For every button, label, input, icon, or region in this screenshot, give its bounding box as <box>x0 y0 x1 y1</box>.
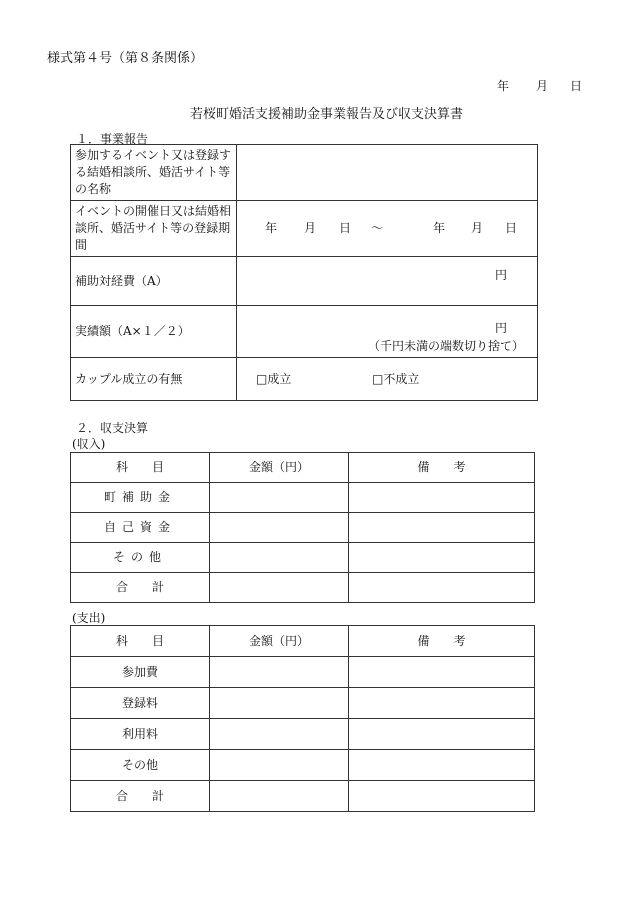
form-number: 様式第４号（第８条関係） <box>47 51 204 66</box>
table-row <box>71 483 535 513</box>
event-name-label: 参加するイベント又は登録する結婚相談所、婚活サイト等の名称 <box>71 145 237 201</box>
remarks-cell <box>349 543 535 573</box>
table-row <box>71 719 535 750</box>
table-row <box>71 257 538 306</box>
expense-caption: (支出) <box>72 611 106 625</box>
income-header-subject: 科 目 <box>71 453 210 483</box>
table-row <box>71 781 535 812</box>
income-row-other: その他 <box>71 543 210 573</box>
couple-no-checkbox[interactable]: □不成立 <box>372 372 420 386</box>
remarks-cell <box>349 657 535 688</box>
actual-note: （千円未満の端数切り捨て） <box>368 339 525 353</box>
income-caption: (収入) <box>72 437 106 451</box>
expense-row-usage: 利用料 <box>71 719 210 750</box>
amount-cell <box>210 719 349 750</box>
period-label: イベントの開催日又は結婚相談所、婚活サイト等の登録期間 <box>71 201 237 257</box>
amount-cell <box>210 483 349 513</box>
amount-cell <box>210 750 349 781</box>
income-row-total: 合 計 <box>71 573 210 603</box>
expense-row-participation: 参加費 <box>71 657 210 688</box>
period-month2: 月 <box>471 221 484 235</box>
page-title: 若桜町婚活支援補助金事業報告及び収支決算書 <box>190 107 464 122</box>
period-year1: 年 <box>265 221 278 235</box>
expense-label: 補助対経費（A） <box>71 257 237 306</box>
table-row <box>71 201 538 257</box>
expense-row-total: 合 計 <box>71 781 210 812</box>
table-row <box>71 688 535 719</box>
expense-cell <box>237 257 538 306</box>
amount-cell <box>210 657 349 688</box>
period-day2: 日 <box>505 221 518 235</box>
expense-header-subject: 科 目 <box>71 626 210 657</box>
section1-heading: １．事業報告 <box>76 132 149 146</box>
income-row-own-funds: 自己資金 <box>71 513 210 543</box>
event-name-cell <box>237 145 538 201</box>
period-month1: 月 <box>304 221 317 235</box>
remarks-cell <box>349 750 535 781</box>
table-header-row <box>71 626 535 657</box>
table-row <box>71 657 535 688</box>
remarks-cell <box>349 483 535 513</box>
income-header-amount: 金額（円） <box>210 453 349 483</box>
expense-header-amount: 金額（円） <box>210 626 349 657</box>
table-row <box>71 358 538 401</box>
remarks-cell <box>349 573 535 603</box>
period-cell <box>237 201 538 257</box>
date-day: 日 <box>570 79 583 93</box>
expense-unit: 円 <box>495 268 508 282</box>
table-row <box>71 513 535 543</box>
table-header-row <box>71 453 535 483</box>
amount-cell <box>210 688 349 719</box>
remarks-cell <box>349 781 535 812</box>
income-row-subsidy: 町補助金 <box>71 483 210 513</box>
table-row <box>71 306 538 358</box>
amount-cell <box>210 543 349 573</box>
period-tilde: ～ <box>371 221 384 235</box>
remarks-cell <box>349 688 535 719</box>
business-report-table <box>70 144 538 401</box>
amount-cell <box>210 573 349 603</box>
remarks-cell <box>349 513 535 543</box>
expense-row-other: その他 <box>71 750 210 781</box>
couple-label: カップル成立の有無 <box>71 358 237 401</box>
amount-cell <box>210 781 349 812</box>
couple-cell <box>237 358 538 401</box>
couple-yes-checkbox[interactable]: □成立 <box>256 372 292 386</box>
table-row <box>71 750 535 781</box>
date-year: 年 <box>497 79 510 93</box>
expense-row-registration: 登録料 <box>71 688 210 719</box>
date-month: 月 <box>536 79 549 93</box>
actual-cell <box>237 306 538 358</box>
table-row <box>71 543 535 573</box>
table-row <box>71 145 538 201</box>
period-day1: 日 <box>339 221 352 235</box>
table-row <box>71 573 535 603</box>
period-year2: 年 <box>433 221 446 235</box>
actual-label: 実績額（A×１／２） <box>71 306 237 358</box>
expense-table <box>70 625 535 812</box>
income-header-remarks: 備 考 <box>349 453 535 483</box>
remarks-cell <box>349 719 535 750</box>
section2-heading: ２．収支決算 <box>76 421 149 435</box>
expense-header-remarks: 備 考 <box>349 626 535 657</box>
income-table <box>70 452 535 603</box>
amount-cell <box>210 513 349 543</box>
actual-unit: 円 <box>495 321 508 335</box>
